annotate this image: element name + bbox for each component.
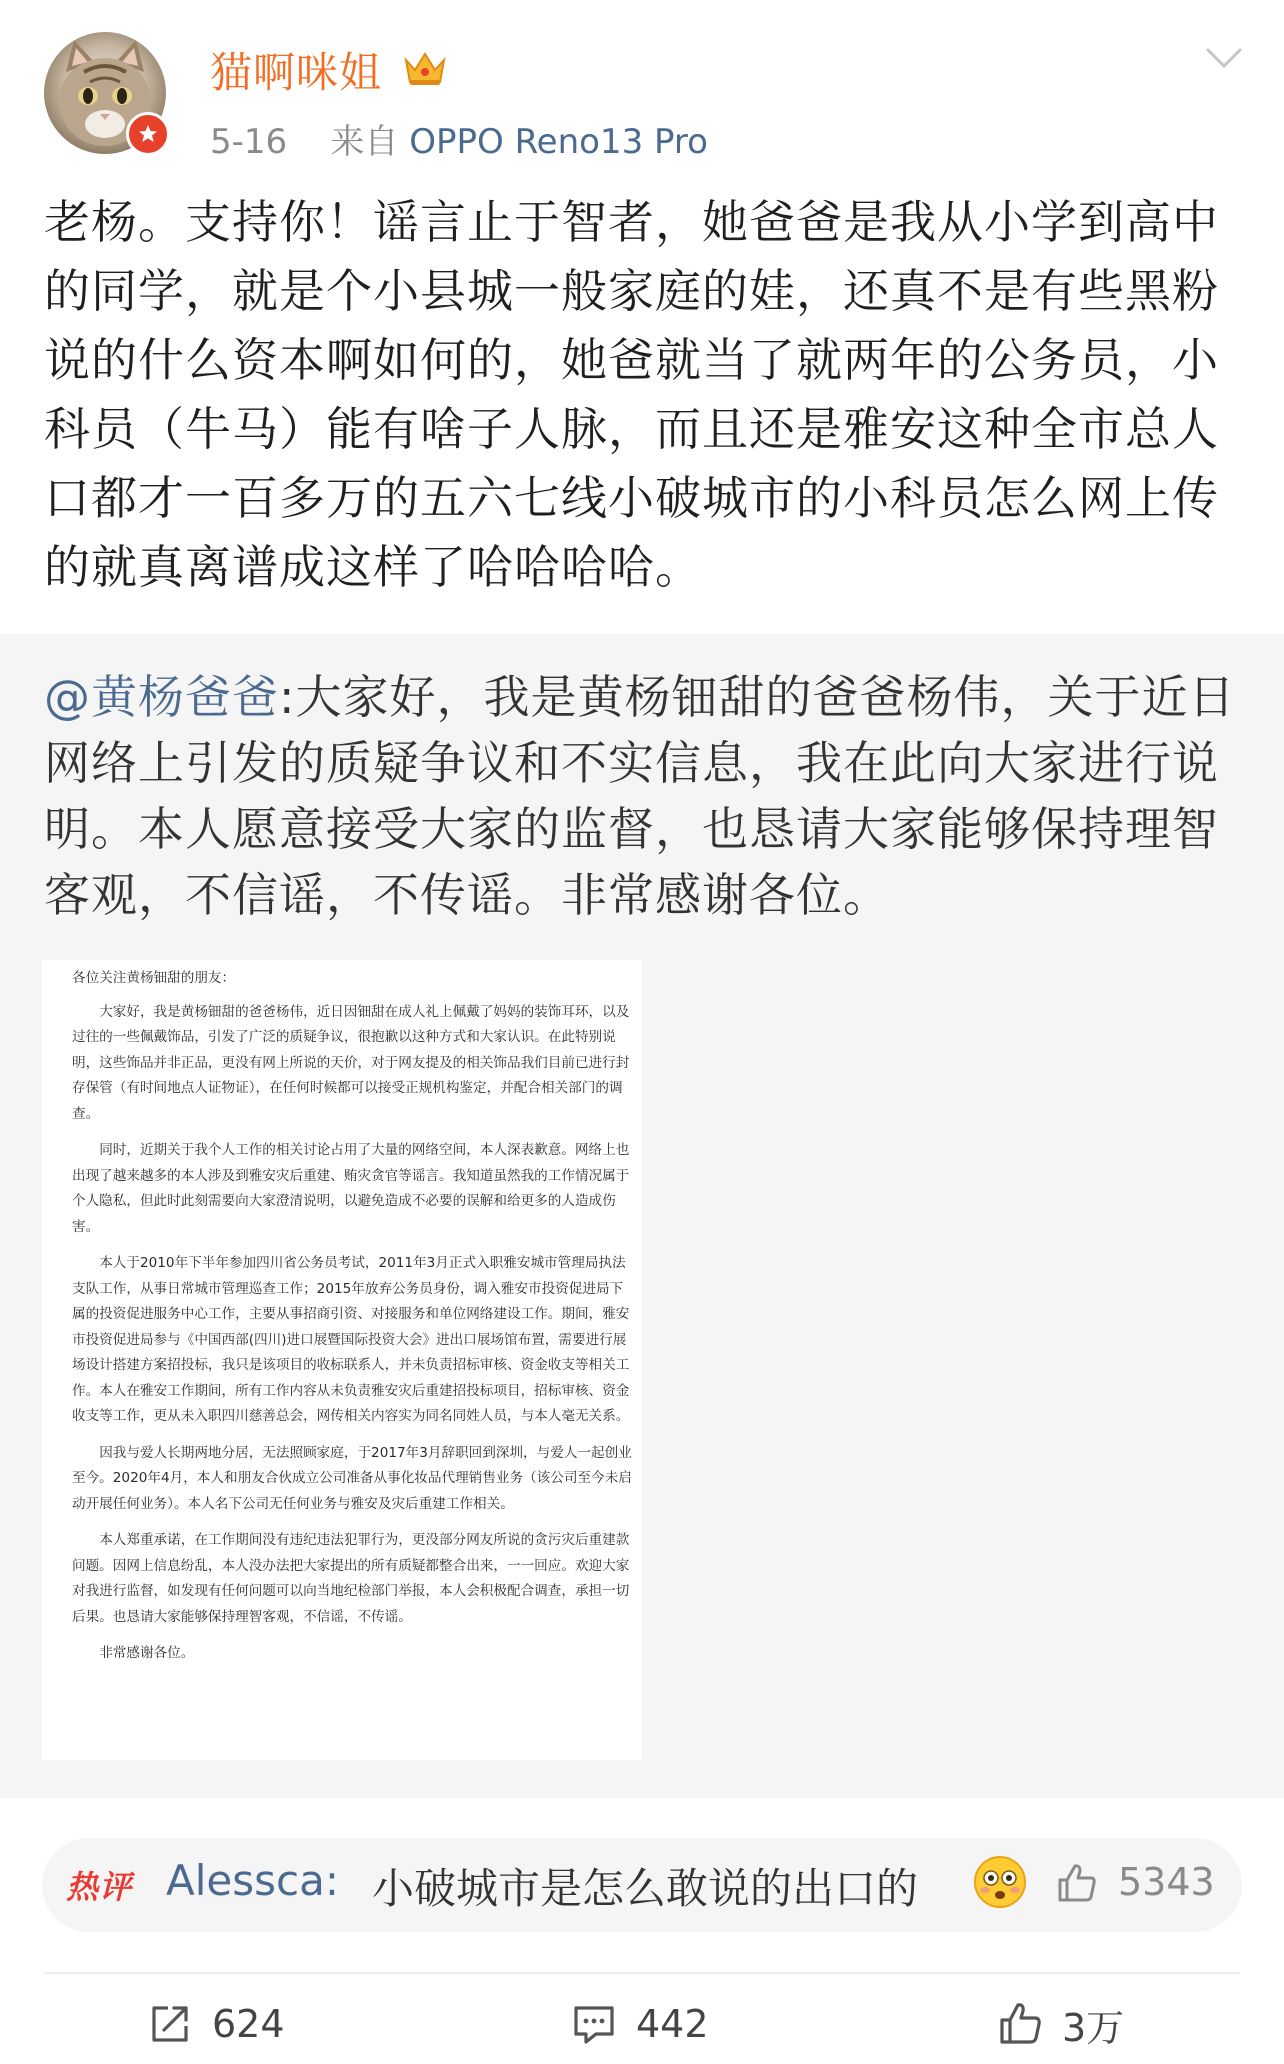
document-paragraph: 同时，近期关于我个人工作的相关讨论占用了大量的网络空间，本人深表歉意。网络上也出现了越来越多的本人涉及到雅安灾后重建、贿灾贪官等谣言。我知道虽然我的工作情况属于个人隐私，但此时此刻需要向大家澄清说明，以避免造成不必要的误解和给更多的人造成伤害。 [72, 1142, 630, 1235]
hot-comment-tag: 热评 [66, 1868, 133, 1906]
comment-count: 442 [636, 2002, 709, 2046]
repost-body: 大家好，我是黄杨钿甜的爸爸杨伟，关于近日网络上引发的质疑争议和不实信息，我在此向大家进行说明。本人愿意接受大家的监督，也恳请大家能够保持理智客观，不信谣，不传谣。非常感谢各位。 [44, 670, 1236, 922]
document-paragraph: 大家好，我是黄杨钿甜的爸爸杨伟，近日因钿甜在成人礼上佩戴了妈妈的装饰耳环，以及过往的一些佩戴饰品，引发了广泛的质疑争议，很抱歉以这种方式和大家认识。在此特别说明，这些饰品并非正品，更没有网上所说的天价，对于网友提及的相关饰品我们目前已进行封存保管（有时间地点人证物证），在任何时候都可以接受正规机构鉴定，并配合相关部门的调查。 [72, 1003, 630, 1122]
like-button[interactable] [996, 1996, 1124, 2052]
flushed-face-icon [972, 1854, 1028, 1910]
avatar[interactable] [44, 32, 166, 154]
repost-button[interactable] [146, 1996, 285, 2052]
source-prefix: 来自 [330, 122, 399, 162]
statement-document [72, 966, 632, 1678]
repost-icon [146, 2000, 194, 2048]
username[interactable]: 猫啊咪姐 [210, 48, 383, 97]
repost-text [44, 664, 1244, 928]
statement-image[interactable] [42, 960, 642, 1760]
comment-author[interactable] [166, 1856, 339, 1905]
comment-icon [570, 2000, 618, 2048]
chevron-down-icon[interactable] [1204, 44, 1244, 72]
post-header [0, 0, 1284, 170]
like-count: 3万 [1062, 2005, 1125, 2050]
hot-comment[interactable] [42, 1838, 1242, 1932]
post-date: 5-16 [210, 122, 288, 162]
thumbs-up-icon[interactable] [1054, 1860, 1100, 1906]
crown-icon [402, 48, 448, 88]
device-link[interactable]: OPPO Reno13 Pro [409, 122, 708, 162]
repost-card[interactable] [0, 634, 1284, 1798]
repost-mention[interactable]: @黄杨爸爸 [44, 670, 279, 724]
post-meta [210, 114, 708, 163]
comment-separator: : [324, 1856, 339, 1905]
document-paragraph: 非常感谢各位。 [99, 1645, 195, 1661]
comment-button[interactable] [570, 1996, 709, 2052]
comment-like-count: 5343 [1118, 1860, 1215, 1904]
divider [44, 1972, 1240, 1974]
document-paragraph: 因我与爱人长期两地分居，无法照顾家庭，于2017年3月辞职回到深圳，与爱人一起创业至今。2020年4月，本人和朋友合伙成立公司准备从事化妆品代理销售业务（该公司至今未启动开展任何业务）。本人名下公司无任何业务与雅安及灾后重建工作相关。 [72, 1444, 632, 1512]
comment-author-name: Alessca [166, 1856, 325, 1905]
verified-badge-icon [126, 112, 170, 156]
repost-count: 624 [212, 2002, 285, 2046]
comment-text: 小破城市是怎么敢说的出口的 [372, 1864, 919, 1913]
document-paragraph: 本人郑重承诺，在工作期间没有违纪违法犯罪行为，更没部分网友所说的贪污灾后重建款问题。因网上信息纷乱，本人没办法把大家提出的所有质疑都整合出来，一一回应。欢迎大家对我进行监督，如发现有任何问题可以向当地纪检部门举报，本人会积极配合调查，承担一切后果。也恳请大家能够保持理智客观，不信谣，不传谣。 [72, 1532, 630, 1625]
post-text: 老杨。支持你！谣言止于智者，她爸爸是我从小学到高中的同学，就是个小县城一般家庭的娃，还真不是有些黑粉说的什么资本啊如何的，她爸就当了就两年的公务员，小科员（牛马）能有啥子人脉，而且还是雅安这种全市总人口都才一百多万的五六七线小破城市的小科员怎么网上传的就真离谱成这样了哈哈哈哈。 [44, 195, 1219, 594]
document-paragraph: 本人于2010年下半年参加四川省公务员考试，2011年3月正式入职雅安城市管理局执法支队工作，从事日常城市管理巡查工作；2015年放弃公务员身份，调入雅安市投资促进局下属的投资促进服务中心工作，主要从事招商引资、对接服务和单位网络建设工作。期间，雅安市投资促进局参与《中国西部(四川)进口展暨国际投资大会》进出口展场馆布置，需要进行展场设计搭建方案招投标，我只是该项目的收标联系人，并未负责招标审核、资金收支等相关工作。本人在雅安工作期间，所有工作内容从未负责雅安灾后重建招投标项目，招标审核、资金收支等工作，更从未入职四川慈善总会，网传相关内容实为同名同姓人员，与本人毫无关系。 [72, 1255, 630, 1424]
repost-separator: : [279, 670, 296, 724]
document-salutation: 各位关注黄杨钿甜的朋友： [72, 970, 236, 986]
thumbs-up-icon [996, 2000, 1044, 2048]
